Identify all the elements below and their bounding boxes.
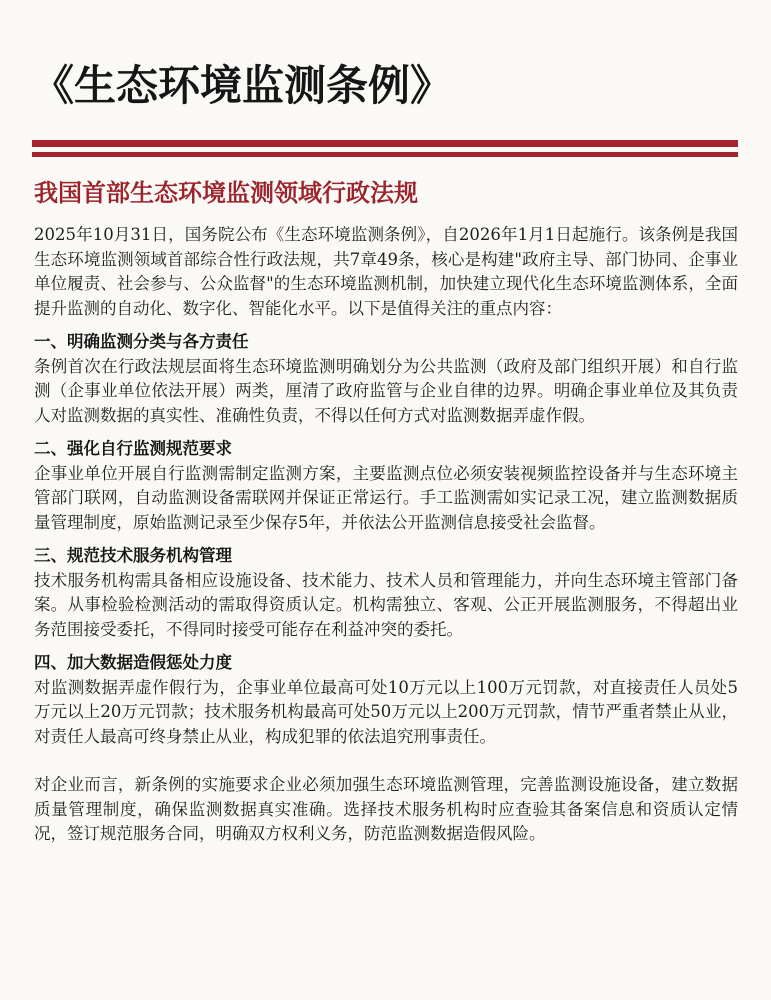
section-body: 条例首次在行政法规层面将生态环境监测明确划分为公共监测（政府及部门组织开展）和自行监测（企事业单位依法开展）两类，厘清了政府监管与企业自律的边界。明确企事业单位及其负责人对监测数据的真实性、准确性负责，不得以任何方式对监测数据弄虚作假。 bbox=[34, 356, 738, 425]
section-heading: 二、强化自行监测规范要求 bbox=[34, 439, 232, 458]
section-heading: 一、明确监测分类与各方责任 bbox=[34, 332, 249, 351]
divider-thick-line bbox=[32, 140, 738, 147]
article-body bbox=[34, 173, 738, 847]
intro-paragraph: 2025年10月31日，国务院公布《生态环境监测条例》，自2026年1月1日起施行。该条例是我国生态环境监测领域首部综合性行政法规，共7章49条，核心是构建"政府主导、部门协同、企事业单位履责、社会参与、公众监督"的生态环境监测机制，加快建立现代化生态环境监测体系，全面提升监测的自动化、数字化、智能化水平。以下是值得关注的重点内容： bbox=[34, 225, 738, 318]
section-body: 技术服务机构需具备相应设施设备、技术能力、技术人员和管理能力，并向生态环境主管部门备案。从事检验检测活动的需取得资质认定。机构需独立、客观、公正开展监测服务，不得超出业务范围接受委托，不得同时接受可能存在利益冲突的委托。 bbox=[34, 570, 738, 639]
section-body: 企事业单位开展自行监测需制定监测方案，主要监测点位必须安装视频监控设备并与生态环境主管部门联网，自动监测设备需联网并保证正常运行。手工监测需如实记录工况，建立监测数据质量管理制度，原始监测记录至少保存5年，并依法公开监测信息接受社会监督。 bbox=[34, 463, 738, 532]
page-title: 《生态环境监测条例》 bbox=[32, 61, 453, 110]
section-heading: 三、规范技术服务机构管理 bbox=[34, 546, 232, 565]
section-1 bbox=[34, 330, 738, 428]
section-4 bbox=[34, 651, 738, 749]
section-body: 对监测数据弄虚作假行为，企事业单位最高可处10万元以上100万元罚款，对直接责任人员处5万元以上20万元罚款；技术服务机构最高可处50万元以上200万元罚款，情节严重者禁止从业，对责任人最高可终身禁止从业，构成犯罪的依法追究刑事责任。 bbox=[34, 677, 738, 746]
divider-thin-line bbox=[32, 152, 738, 157]
article-subtitle: 我国首部生态环境监测领域行政法规 bbox=[34, 178, 418, 207]
closing-paragraph: 对企业而言，新条例的实施要求企业必须加强生态环境监测管理，完善监测设施设备，建立数据质量管理制度，确保监测数据真实准确。选择技术服务机构时应查验其备案信息和资质认定情况，签订规范服务合同，明确双方权利义务，防范监测数据造假风险。 bbox=[34, 775, 738, 843]
title-divider bbox=[32, 140, 738, 157]
section-heading: 四、加大数据造假惩处力度 bbox=[34, 653, 232, 672]
section-2 bbox=[34, 437, 738, 535]
section-3 bbox=[34, 544, 738, 642]
